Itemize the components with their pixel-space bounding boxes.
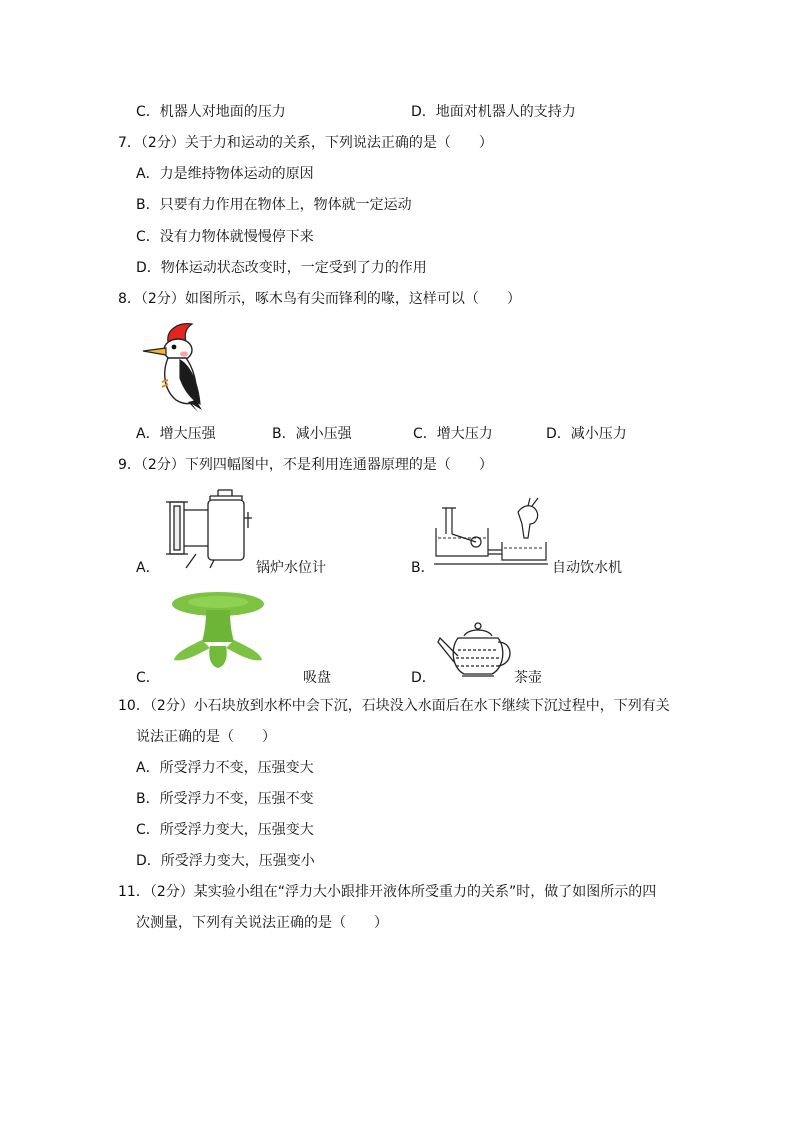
teapot-handle (498, 642, 510, 666)
q6-option-d: D．地面对机器人的支持力 (411, 104, 576, 120)
suction-cup-figure (166, 590, 270, 670)
animal-head (518, 506, 538, 538)
q9-option-a-label: A． (136, 560, 160, 576)
q11-stem-line2: 次测量，下列有关说法正确的是（ ） (136, 915, 388, 931)
q6-option-c: C．机器人对地面的压力 (136, 104, 286, 120)
q10-option-c: C．所受浮力变大，压强变大 (136, 822, 314, 838)
q9-option-b-caption: 自动饮水机 (552, 560, 622, 576)
woodpecker-beak (143, 348, 166, 355)
q7-option-c: C．没有力物体就慢慢停下来 (136, 229, 314, 245)
woodpecker-cheek (180, 351, 188, 356)
suction-cup-stem (202, 610, 234, 642)
q9-option-b-label: B． (411, 560, 435, 576)
q9-option-c-label: C． (136, 670, 160, 686)
woodpecker-figure (140, 320, 206, 414)
q9-option-c-caption: 吸盘 (303, 670, 331, 686)
q10-stem-line1: 10．（2分）小石块放到水杯中会下沉，石块没入水面后在水下继续下沉过程中，下列有关 (118, 698, 670, 714)
q8-option-d: D．减小压力 (546, 426, 627, 442)
woodpecker-eye (172, 345, 177, 350)
q8-option-c: C．增大压力 (413, 426, 493, 442)
q8-stem: 8．（2分）如图所示，啄木鸟有尖而锋利的喙，这样可以（ ） (118, 291, 521, 307)
boiler-gauge-figure (166, 488, 260, 570)
q9-option-d-caption: 茶壶 (514, 670, 542, 686)
q9-option-d-label: D． (411, 670, 436, 686)
q7-stem: 7．（2分）关于力和运动的关系，下列说法正确的是（ ） (118, 135, 493, 151)
teapot-body (453, 638, 503, 674)
q9-option-a-caption: 锅炉水位计 (256, 560, 326, 576)
fountain-trough-right (502, 542, 546, 560)
q7-option-b: B．只要有力作用在物体上，物体就一定运动 (136, 197, 412, 213)
q11-stem-line1: 11．（2分）某实验小组在“浮力大小跟排开液体所受重力的关系”时，做了如图所示的四 (118, 884, 657, 900)
drinking-fountain-figure (432, 494, 550, 570)
q10-option-a: A．所受浮力不变，压强变大 (136, 760, 314, 776)
q8-option-a: A．增大压强 (136, 426, 216, 442)
q7-option-a: A．力是维持物体运动的原因 (136, 166, 314, 182)
q8-option-b: B．减小压强 (272, 426, 352, 442)
teapot-figure (436, 620, 516, 680)
q10-option-b: B．所受浮力不变，压强不变 (136, 791, 314, 807)
q9-stem: 9．（2分）下列四幅图中，不是利用连通器原理的是（ ） (118, 457, 493, 473)
boiler-body (208, 500, 244, 560)
fountain-tank-left (436, 528, 488, 556)
q10-option-d: D．所受浮力变大，压强变小 (136, 853, 315, 869)
q10-stem-line2: 说法正确的是（ ） (136, 729, 276, 745)
q7-option-d: D．物体运动状态改变时，一定受到了力的作用 (136, 260, 427, 276)
